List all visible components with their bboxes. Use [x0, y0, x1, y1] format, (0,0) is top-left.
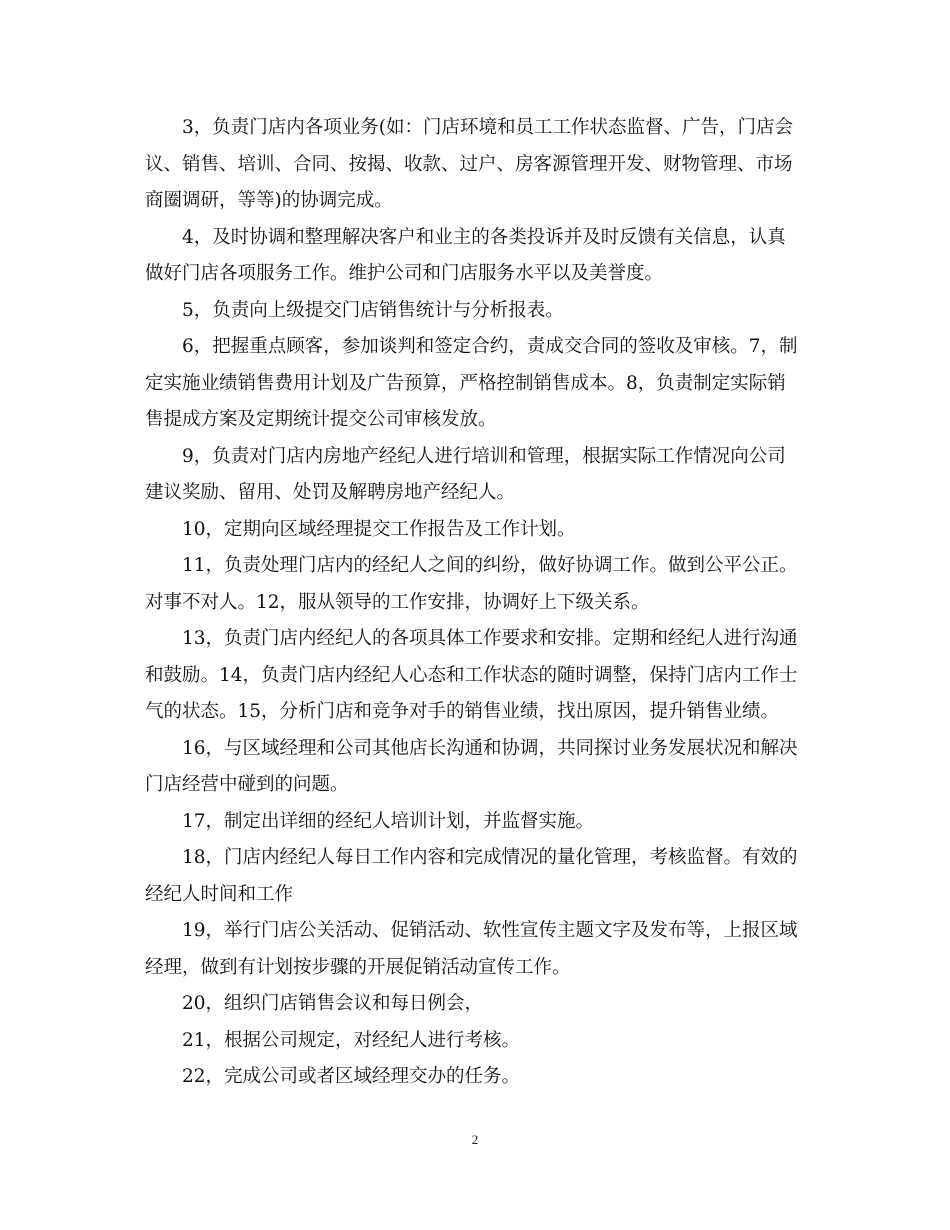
paragraph-line: 气的状态。15，分析门店和竞争对手的销售业绩，找出原因，提升销售业绩。 — [145, 701, 780, 722]
paragraph-line: 13，负责门店内经纪人的各项具体工作要求和安排。定期和经纪人进行沟通 — [182, 628, 798, 649]
paragraph-item-13 — [145, 621, 806, 731]
paragraph-line: 定实施业绩销售费用计划及广告预算，严格控制销售成本。8，负责制定实际销 — [145, 372, 786, 394]
paragraph-item-21 — [145, 1023, 806, 1060]
paragraph-item-16 — [145, 731, 806, 804]
paragraph-line: 和鼓励。14，负责门店内经纪人心态和工作状态的随时调整，保持门店内工作士 — [145, 664, 798, 686]
paragraph-line: 对事不对人。12，服从领导的工作安排，协调好上下级关系。 — [145, 591, 650, 613]
paragraph-line: 6，把握重点顾客，参加谈判和签定合约，责成交合同的签收及审核。7，制 — [182, 336, 798, 357]
paragraph-item-19 — [145, 913, 806, 986]
paragraph-line: 19，举行门店公关活动、促销活动、软性宣传主题文字及发布等，上报区域 — [182, 920, 798, 941]
paragraph-item-22 — [145, 1059, 806, 1096]
paragraph-item-18 — [145, 840, 806, 913]
paragraph-line: 10，定期向区域经理提交工作报告及工作计划。 — [182, 518, 576, 540]
paragraph-line: 17，制定出详细的经纪人培训计划，并监督实施。 — [182, 810, 595, 832]
paragraph-item-4 — [145, 220, 806, 293]
paragraph-line: 门店经营中碰到的问题。 — [145, 774, 349, 795]
paragraph-item-3 — [145, 110, 806, 220]
paragraph-line: 售提成方案及定期统计提交公司审核发放。 — [145, 409, 497, 430]
paragraph-item-5 — [145, 293, 806, 330]
paragraph-item-9 — [145, 439, 806, 512]
paragraph-line: 22，完成公司或者区域经理交办的任务。 — [182, 1066, 521, 1087]
paragraph-line: 16，与区域经理和公司其他店长沟通和协调，共同探讨业务发展状况和解决 — [182, 737, 798, 759]
paragraph-item-17 — [145, 804, 806, 841]
paragraph-item-20 — [145, 986, 806, 1023]
paragraph-line: 经理，做到有计划按步骤的开展促销活动宣传工作。 — [145, 956, 571, 978]
paragraph-line: 20，组织门店销售会议和每日例会， — [182, 993, 484, 1014]
paragraph-item-6 — [145, 329, 806, 439]
paragraph-line: 11，负责处理门店内的经纪人之间的纠纷，做好协调工作。做到公平公正。 — [182, 555, 798, 576]
paragraph-line: 21，根据公司规定，对经纪人进行考核。 — [182, 1029, 521, 1051]
paragraph-item-11 — [145, 548, 806, 621]
paragraph-line: 18，门店内经纪人每日工作内容和完成情况的量化管理，考核监督。有效的 — [182, 847, 798, 868]
paragraph-line: 4，及时协调和整理解决客户和业主的各类投诉并及时反馈有关信息，认真 — [182, 226, 786, 248]
paragraph-line: 建议奖励、留用、处罚及解聘房地产经纪人。 — [145, 482, 516, 503]
paragraph-line: 3，负责门店内各项业务(如：门店环境和员工工作状态监督、广告，门店会 — [182, 117, 793, 138]
paragraph-line: 5，负责向上级提交门店销售统计与分析报表。 — [182, 299, 564, 321]
paragraph-line: 议、销售、培训、合同、按揭、收款、过户、房客源管理开发、财物管理、市场 — [145, 153, 793, 175]
paragraph-line: 9，负责对门店内房地产经纪人进行培训和管理，根据实际工作情况向公司 — [182, 445, 786, 467]
paragraph-line: 做好门店各项服务工作。维护公司和门店服务水平以及美誉度。 — [145, 263, 664, 284]
page-number: 2 — [471, 1132, 479, 1147]
paragraph-line: 商圈调研，等等)的协调完成。 — [145, 190, 393, 211]
document-body — [145, 110, 806, 1096]
paragraph-line: 经纪人时间和工作 — [145, 883, 294, 905]
paragraph-item-10 — [145, 512, 806, 549]
